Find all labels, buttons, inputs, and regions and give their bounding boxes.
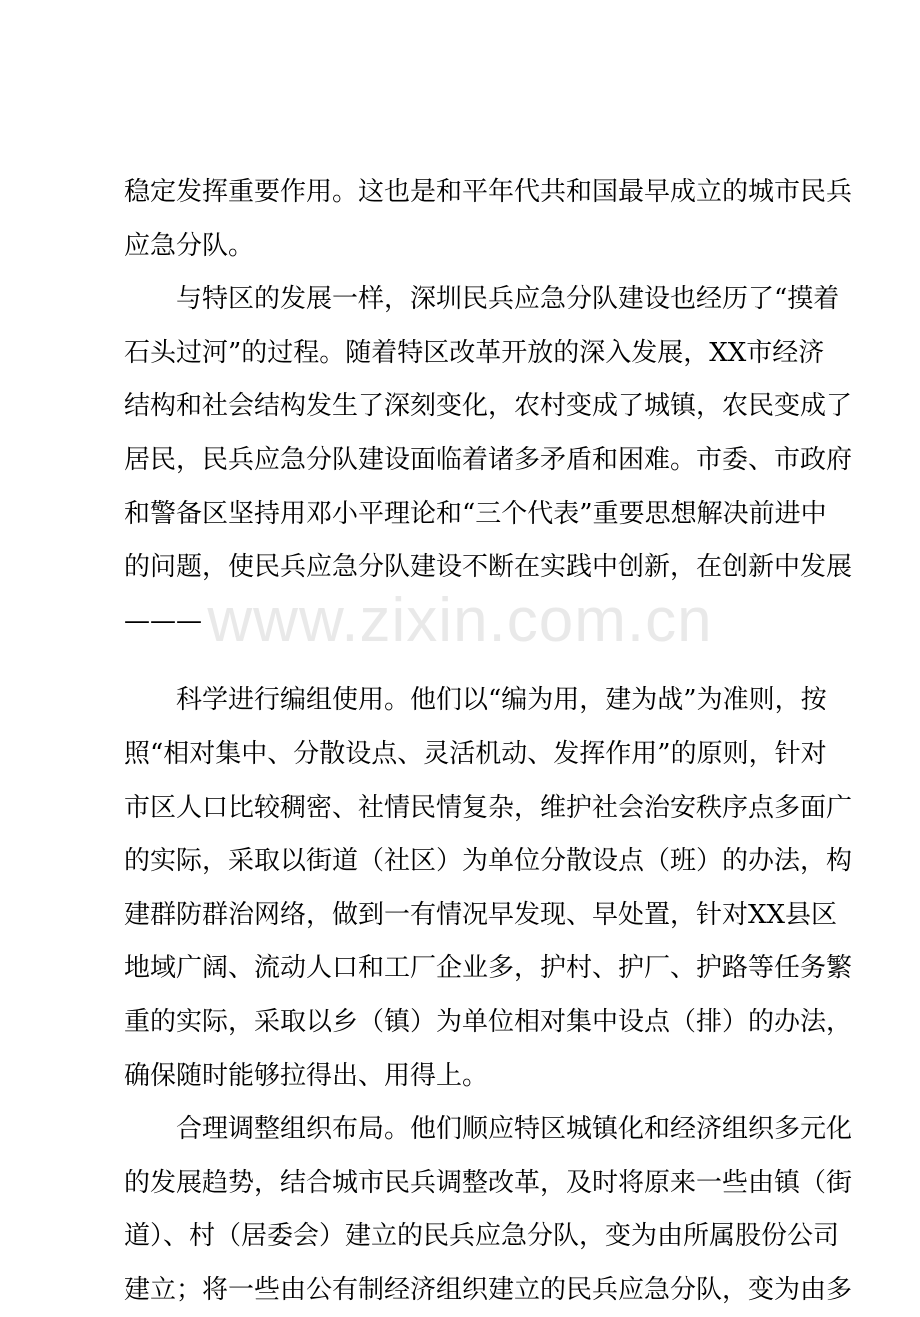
text-line: 的发展趋势，结合城市民兵调整改革，及时将原来一些由镇（街 [124, 1167, 853, 1198]
text-line: 居民，民兵应急分队建设面临着诸多矛盾和困难。市委、市政府 [124, 444, 853, 475]
text-line: 建群防群治网络，做到一有情况早发现、早处置，针对XX县区 [124, 899, 838, 930]
text-line: 地域广阔、流动人口和工厂企业多，护村、护厂、护路等任务繁 [124, 953, 853, 984]
text-line: 确保随时能够拉得出、用得上。 [124, 1060, 489, 1091]
text-line: 和警备区坚持用邓小平理论和“三个代表”重要思想解决前进中 [124, 498, 827, 529]
text-line: 市区人口比较稠密、社情民情复杂，维护社会治安秩序点多面广 [124, 792, 853, 823]
text-line: 稳定发挥重要作用。这也是和平年代共和国最早成立的城市民兵 [124, 177, 853, 207]
text-line: 石头过河”的过程。随着特区改革开放的深入发展，XX市经济 [124, 337, 825, 368]
paragraph-gap [124, 648, 814, 674]
text-line: ——— [124, 605, 202, 636]
text-line: 照“相对集中、分散设点、灵活机动、发挥作用”的原则，针对 [124, 738, 827, 769]
text-line: 道）、村（居委会）建立的民兵应急分队，变为由所属股份公司 [124, 1221, 840, 1252]
text-line: 合理调整组织布局。他们顺应特区城镇化和经济组织多元化 [176, 1114, 853, 1145]
text-line: 重的实际，采取以乡（镇）为单位相对集中设点（排）的办法， [124, 1006, 853, 1037]
text-line: 的问题，使民兵应急分队建设不断在实践中创新，在创新中发展 [124, 552, 853, 583]
body-text [124, 166, 853, 1317]
watermark: www.zixin.com.cn [207, 586, 713, 655]
text-line: 结构和社会结构发生了深刻变化，农村变成了城镇，农民变成了 [124, 391, 853, 422]
text-line: 的实际，采取以街道（社区）为单位分散设点（班）的办法，构 [124, 846, 853, 877]
text-line: 与特区的发展一样，深圳民兵应急分队建设也经历了“摸着 [176, 284, 840, 315]
text-line: 应急分队。 [124, 230, 255, 261]
text-line: 科学进行编组使用。他们以“编为用，建为战”为准则，按 [176, 685, 827, 716]
text-line: 建立；将一些由公有制经济组织建立的民兵应急分队，变为由多 [124, 1274, 853, 1305]
